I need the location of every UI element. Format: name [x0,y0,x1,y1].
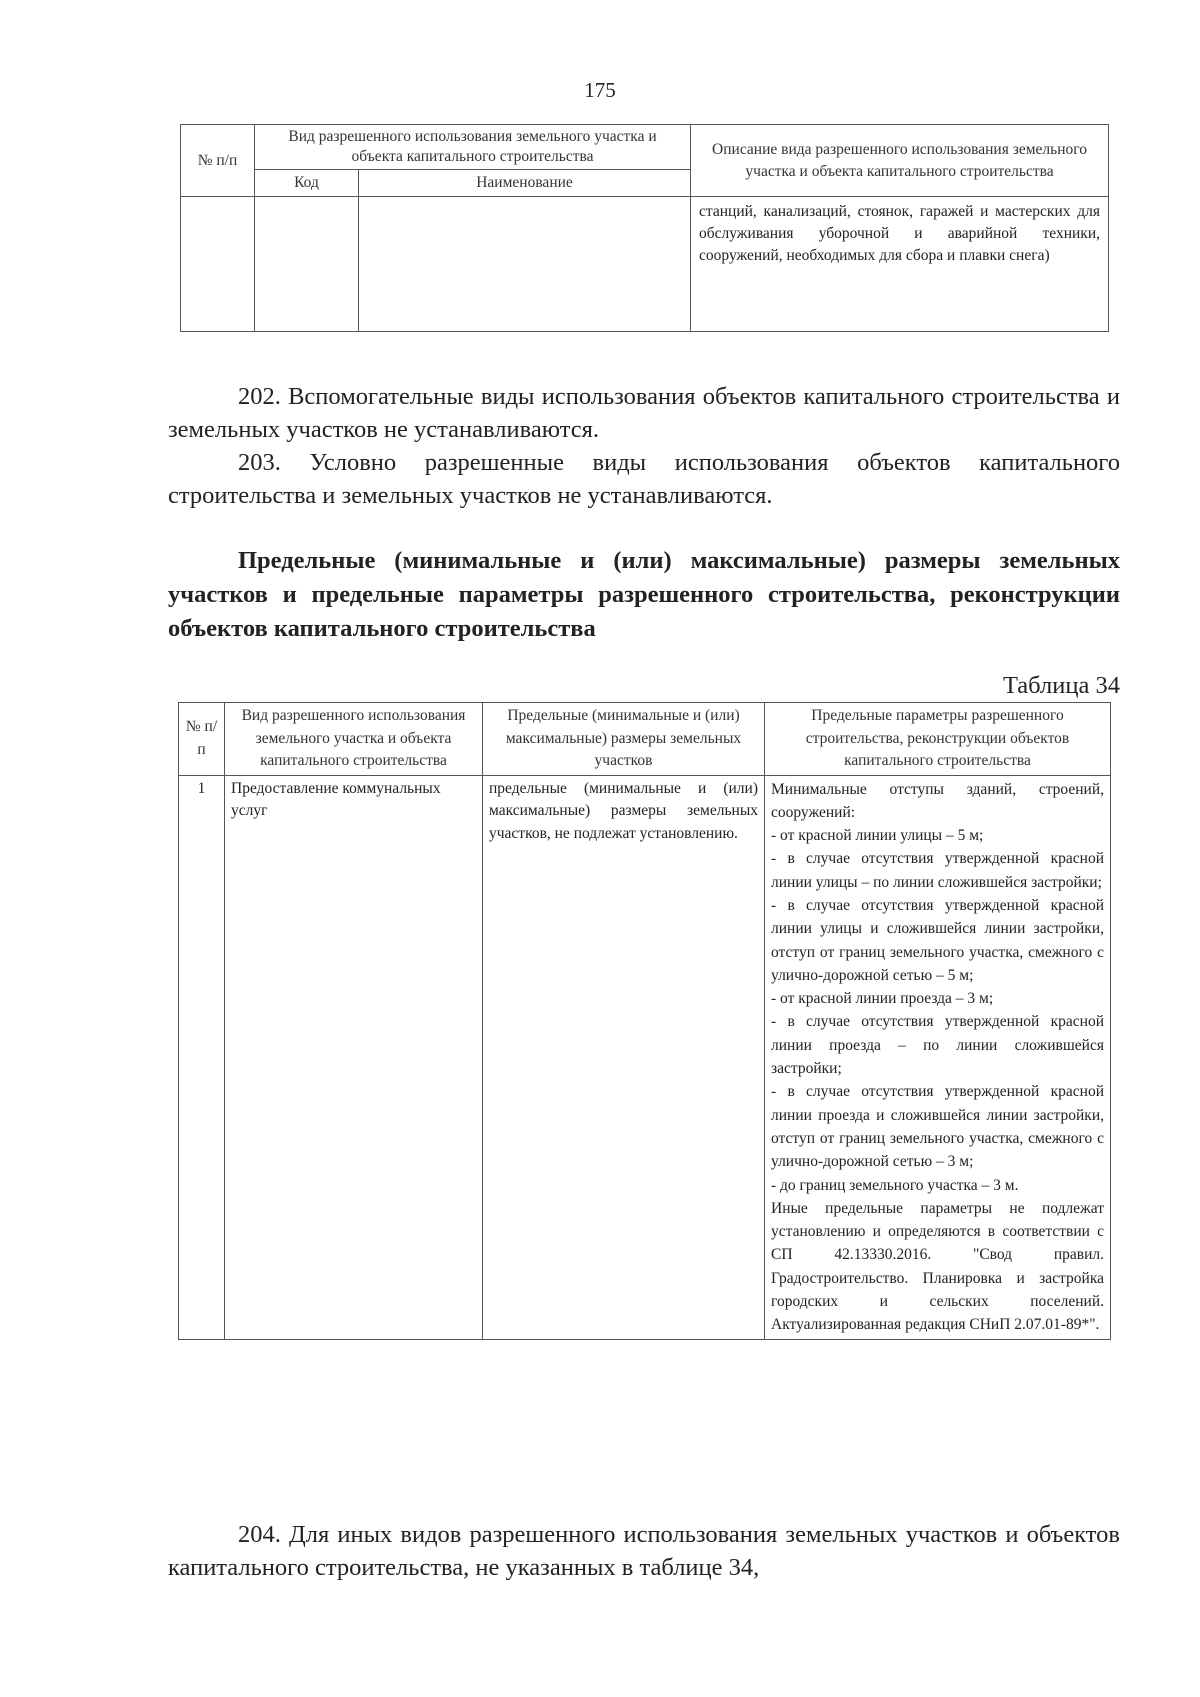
header-description: Описание вида разрешенного использования земельного участка и объекта капитального строительства [691,125,1109,197]
cell-description: станций, канализаций, стоянок, гаражей и мастерских для обслуживания уборочной и аварийной техники, сооружений, необходимых для сбора и плавки снега) [691,197,1109,332]
header-vid: Вид разрешенного использования земельного участка и объекта капитального строительства [255,125,691,170]
header-num: № п/п [179,703,225,776]
land-use-table-continuation [180,124,1109,332]
table-header-row [179,703,1111,776]
table-label: Таблица 34 [1002,672,1120,699]
cell-code [255,197,359,332]
page-number: 175 [584,78,616,102]
header-vid: Вид разрешенного использования земельного участка и объекта капитального строительства [225,703,483,776]
cell-num [181,197,255,332]
cell-num: 1 [179,775,225,1339]
section-heading [168,544,1120,646]
cell-sizes: предельные (минимальные и (или) максимальные) размеры земельных участков, не подлежат установлению. [483,775,765,1339]
header-num: № п/п [181,125,255,197]
cell-vid: Предоставление коммунальных услуг [225,775,483,1339]
paragraph-204-text: 204. Для иных видов разрешенного использования земельных участков и объектов капитального строительства, не указанных в таблице 34, [168,1521,1120,1581]
paragraph-203-text: 203. Условно разрешенные виды использования объектов капитального строительства и земельных участков не устанавливаются. [168,449,1120,509]
header-params: Предельные параметры разрешенного строительства, реконструкции объектов капитального строительства [765,703,1111,776]
header-sizes: Предельные (минимальные и (или) максимальные) размеры земельных участков [483,703,765,776]
paragraph-203 [168,446,1120,512]
cell-params: Минимальные отступы зданий, строений, сооружений: - от красной линии улицы – 5 м; - в случае отсутствия утвержденной красной линии улицы – по линии сложившейся застройки; - в случае отсутствия утвержденной красной линии улицы и сложившейся линии застройки, отступ от границ земельного участка, смежного с улично-дорожной сетью – 5 м; - от красной линии проезда – 3 м; - в случае отсутствия утвержденной красной линии проезда – по линии сложившейся застройки; - в случае отсутствия утвержденной красной линии проезда и сложившейся линии застройки, отступ от границ земельного участка, смежного с улично-дорожной сетью – 3 м; - до границ земельного участка – 3 м. Иные предельные параметры не подлежат установлению и определяются в соответствии с СП 42.13330.2016. "Свод правил. Градостроительство. Планировка и застройка городских и сельских поселений. Актуализированная редакция СНиП 2.07.01-89*". [765,775,1111,1339]
table-row [181,197,1109,332]
header-code: Код [255,170,359,197]
section-heading-text: Предельные (минимальные и (или) максимальные) размеры земельных участков и предельные параметры разрешенного строительства, реконструкции объектов капитального строительства [168,547,1120,642]
table-header-row [181,125,1109,170]
paragraph-204 [168,1518,1120,1584]
cell-name [359,197,691,332]
limits-table [178,702,1111,1340]
header-name: Наименование [359,170,691,197]
paragraph-202-text: 202. Вспомогательные виды использования объектов капитального строительства и земельных участков не устанавливаются. [168,383,1120,443]
table-row [179,775,1111,1339]
paragraph-202 [168,380,1120,446]
